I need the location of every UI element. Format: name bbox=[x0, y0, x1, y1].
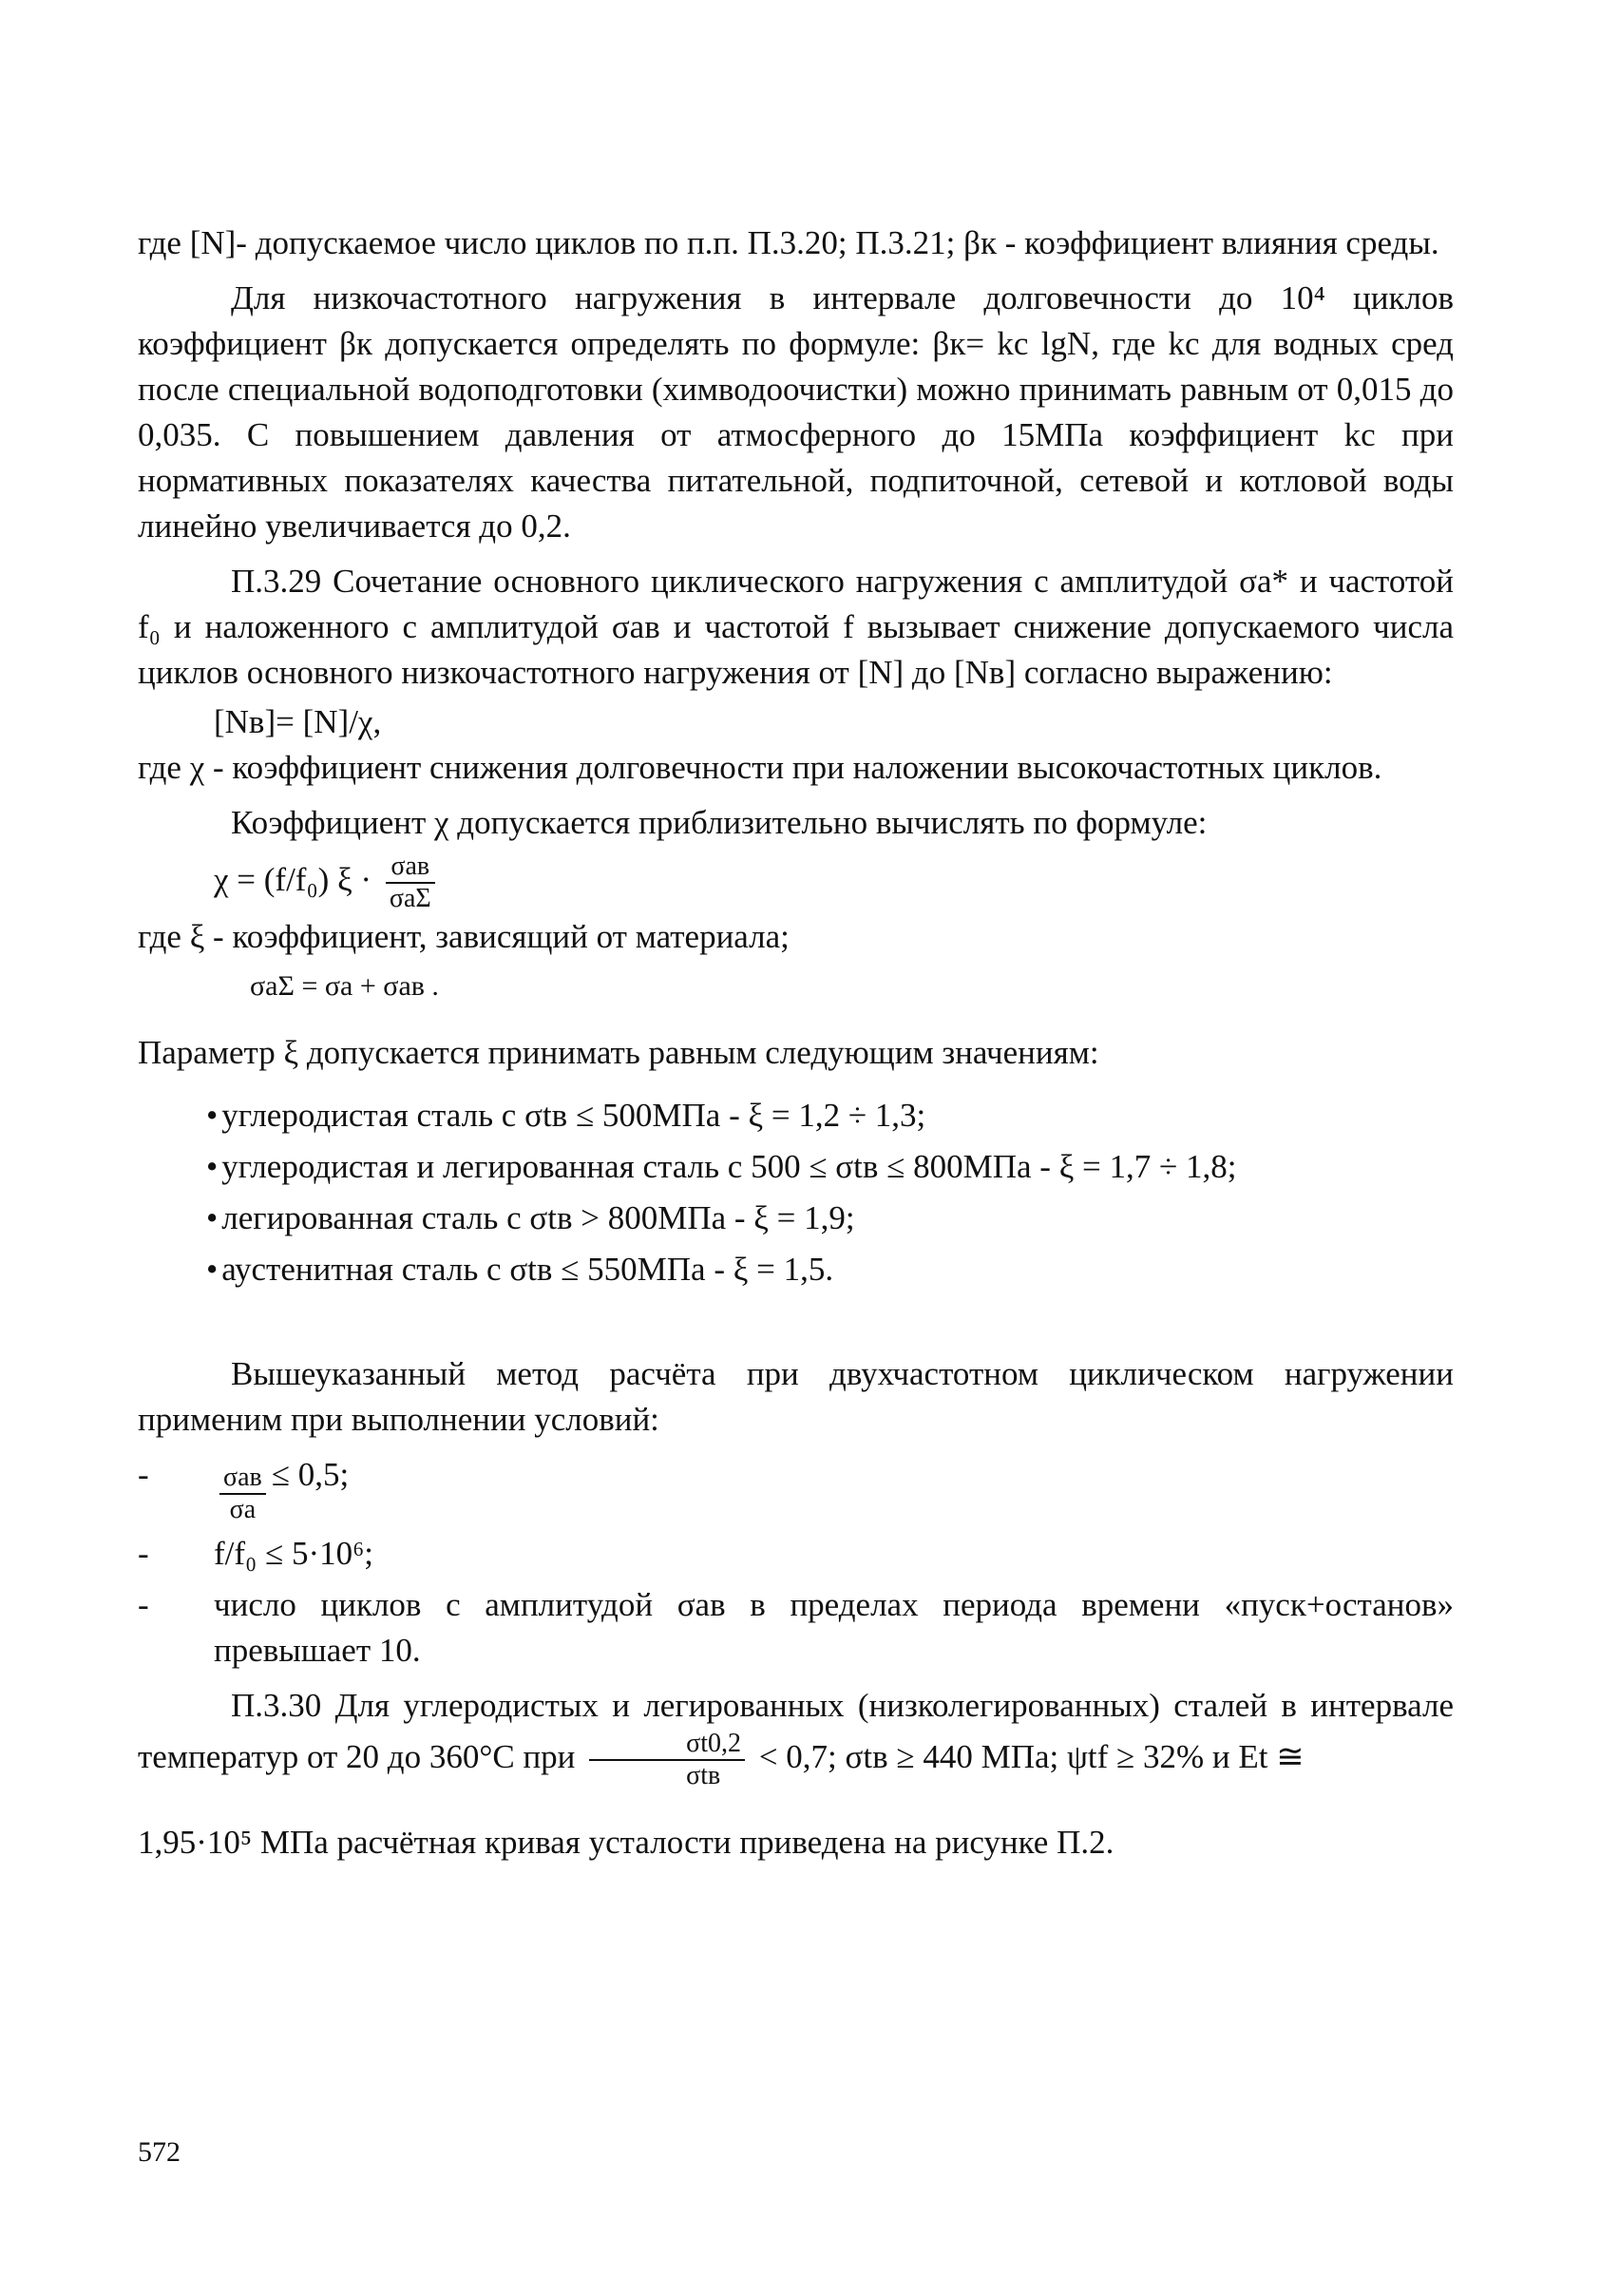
yield-ratio-denominator: σtв bbox=[686, 1761, 721, 1790]
condition-amplitude-ratio bbox=[138, 1452, 1454, 1525]
list-item: • углеродистая сталь с σtв ≤ 500МПа - ξ = 1,2 ÷ 1,3; bbox=[206, 1093, 1454, 1138]
list-dash: - bbox=[138, 1586, 149, 1623]
paragraph-conditions-intro: Вышеуказанный метод расчёта при двухчастотном циклическом нагружении применим при выполнении условий: bbox=[138, 1355, 1454, 1438]
page-number: 572 bbox=[138, 2136, 181, 2168]
paragraph-chi-definition: где χ - коэффициент снижения долговечности при наложении высокочастотных циклов. bbox=[138, 749, 1382, 786]
xi-values-list bbox=[138, 1093, 1454, 1292]
paragraph-3-30-start: П.3.30 Для углеродистых и легированных (низколегированных) сталей в интервале температур от 20 до 360°С при bbox=[138, 1687, 1454, 1776]
paragraph-3-30-end: < 0,7; σtв ≥ 440 МПа; ψtf ≥ 32% и Et ≅ bbox=[758, 1738, 1305, 1776]
condition-denominator: σa bbox=[229, 1495, 257, 1524]
condition-numerator: σaв bbox=[219, 1463, 266, 1495]
paragraph-fatigue-curve: 1,95·10⁵ МПа расчётная кривая усталости приведена на рисунке П.2. bbox=[138, 1824, 1114, 1861]
list-item: • легированная сталь с σtв > 800МПа - ξ = 1,9; bbox=[206, 1196, 1454, 1241]
condition-fraction bbox=[219, 1463, 266, 1525]
formula-chi-numerator: σaв bbox=[386, 851, 435, 884]
paragraph-xi-definition: где ξ - коэффициент, зависящий от материала; bbox=[138, 918, 790, 955]
condition-cycle-count-text: число циклов с амплитудой σaв в пределах периода времени «пуск+останов» превышает 10. bbox=[214, 1586, 1454, 1669]
condition-frequency-ratio bbox=[138, 1531, 1454, 1577]
paragraph-3-29: П.3.29 Сочетание основного циклического нагружения с амплитудой σa* и частотой f₀ и наложенного с амплитудой σaв и частотой f вызывает снижение допускаемого числа циклов основного низкочастотного нагружения от [N] до [Nв] согласно выражению: bbox=[138, 563, 1454, 691]
formula-chi-denominator: σaΣ bbox=[389, 884, 431, 913]
condition-frequency-ratio-text: f/f₀ ≤ 5·10⁶; bbox=[214, 1535, 374, 1572]
paragraph-3-30 bbox=[138, 1683, 1454, 1791]
formula-chi-fraction bbox=[386, 851, 435, 914]
formula-chi bbox=[138, 851, 1454, 914]
paragraph-low-frequency: Для низкочастотного нагружения в интервале долговечности до 10⁴ циклов коэффициент βк допускается определять по формуле: βк= kс lgN, где kс для водных сред после специальной водоподготовки (химводоочистки) можно принимать равным от 0,015 до 0,035. С повышением давления от атмосферного до 15МПа коэффициент kс при нормативных показателях качества питательной, подпиточной, сетевой и котловой воды линейно увеличивается до 0,2. bbox=[138, 279, 1454, 545]
yield-ratio-numerator: σt0,2 bbox=[589, 1729, 745, 1761]
condition-cycle-count bbox=[138, 1582, 1454, 1674]
body-text bbox=[138, 220, 1454, 1866]
yield-ratio-fraction bbox=[589, 1729, 745, 1791]
paragraph-chi-formula-intro: Коэффициент χ допускается приблизительно вычислять по формуле: bbox=[231, 804, 1208, 841]
formula-chi-lhs: χ = (f/f₀) ξ · bbox=[214, 861, 372, 899]
list-item: • углеродистая и легированная сталь с 500 ≤ σtв ≤ 800МПа - ξ = 1,7 ÷ 1,8; bbox=[206, 1144, 1454, 1190]
formula-nb: [Nв]= [N]/χ, bbox=[214, 703, 382, 740]
formula-sigma-sum: σaΣ = σa + σaв . bbox=[250, 970, 439, 1002]
list-dash: - bbox=[138, 1535, 149, 1572]
list-item: • аустенитная сталь с σtв ≤ 550МПа - ξ = 1,5. bbox=[206, 1247, 1454, 1292]
conditions-list bbox=[138, 1452, 1454, 1674]
condition-amplitude-ratio-limit: ≤ 0,5; bbox=[271, 1456, 350, 1493]
paragraph-xi-values-intro: Параметр ξ допускается принимать равным следующим значениям: bbox=[138, 1034, 1099, 1071]
paragraph-n-definition: где [N]- допускаемое число циклов по п.п. П.3.20; П.3.21; βк - коэффициент влияния среды. bbox=[138, 224, 1439, 261]
list-dash: - bbox=[138, 1456, 149, 1493]
